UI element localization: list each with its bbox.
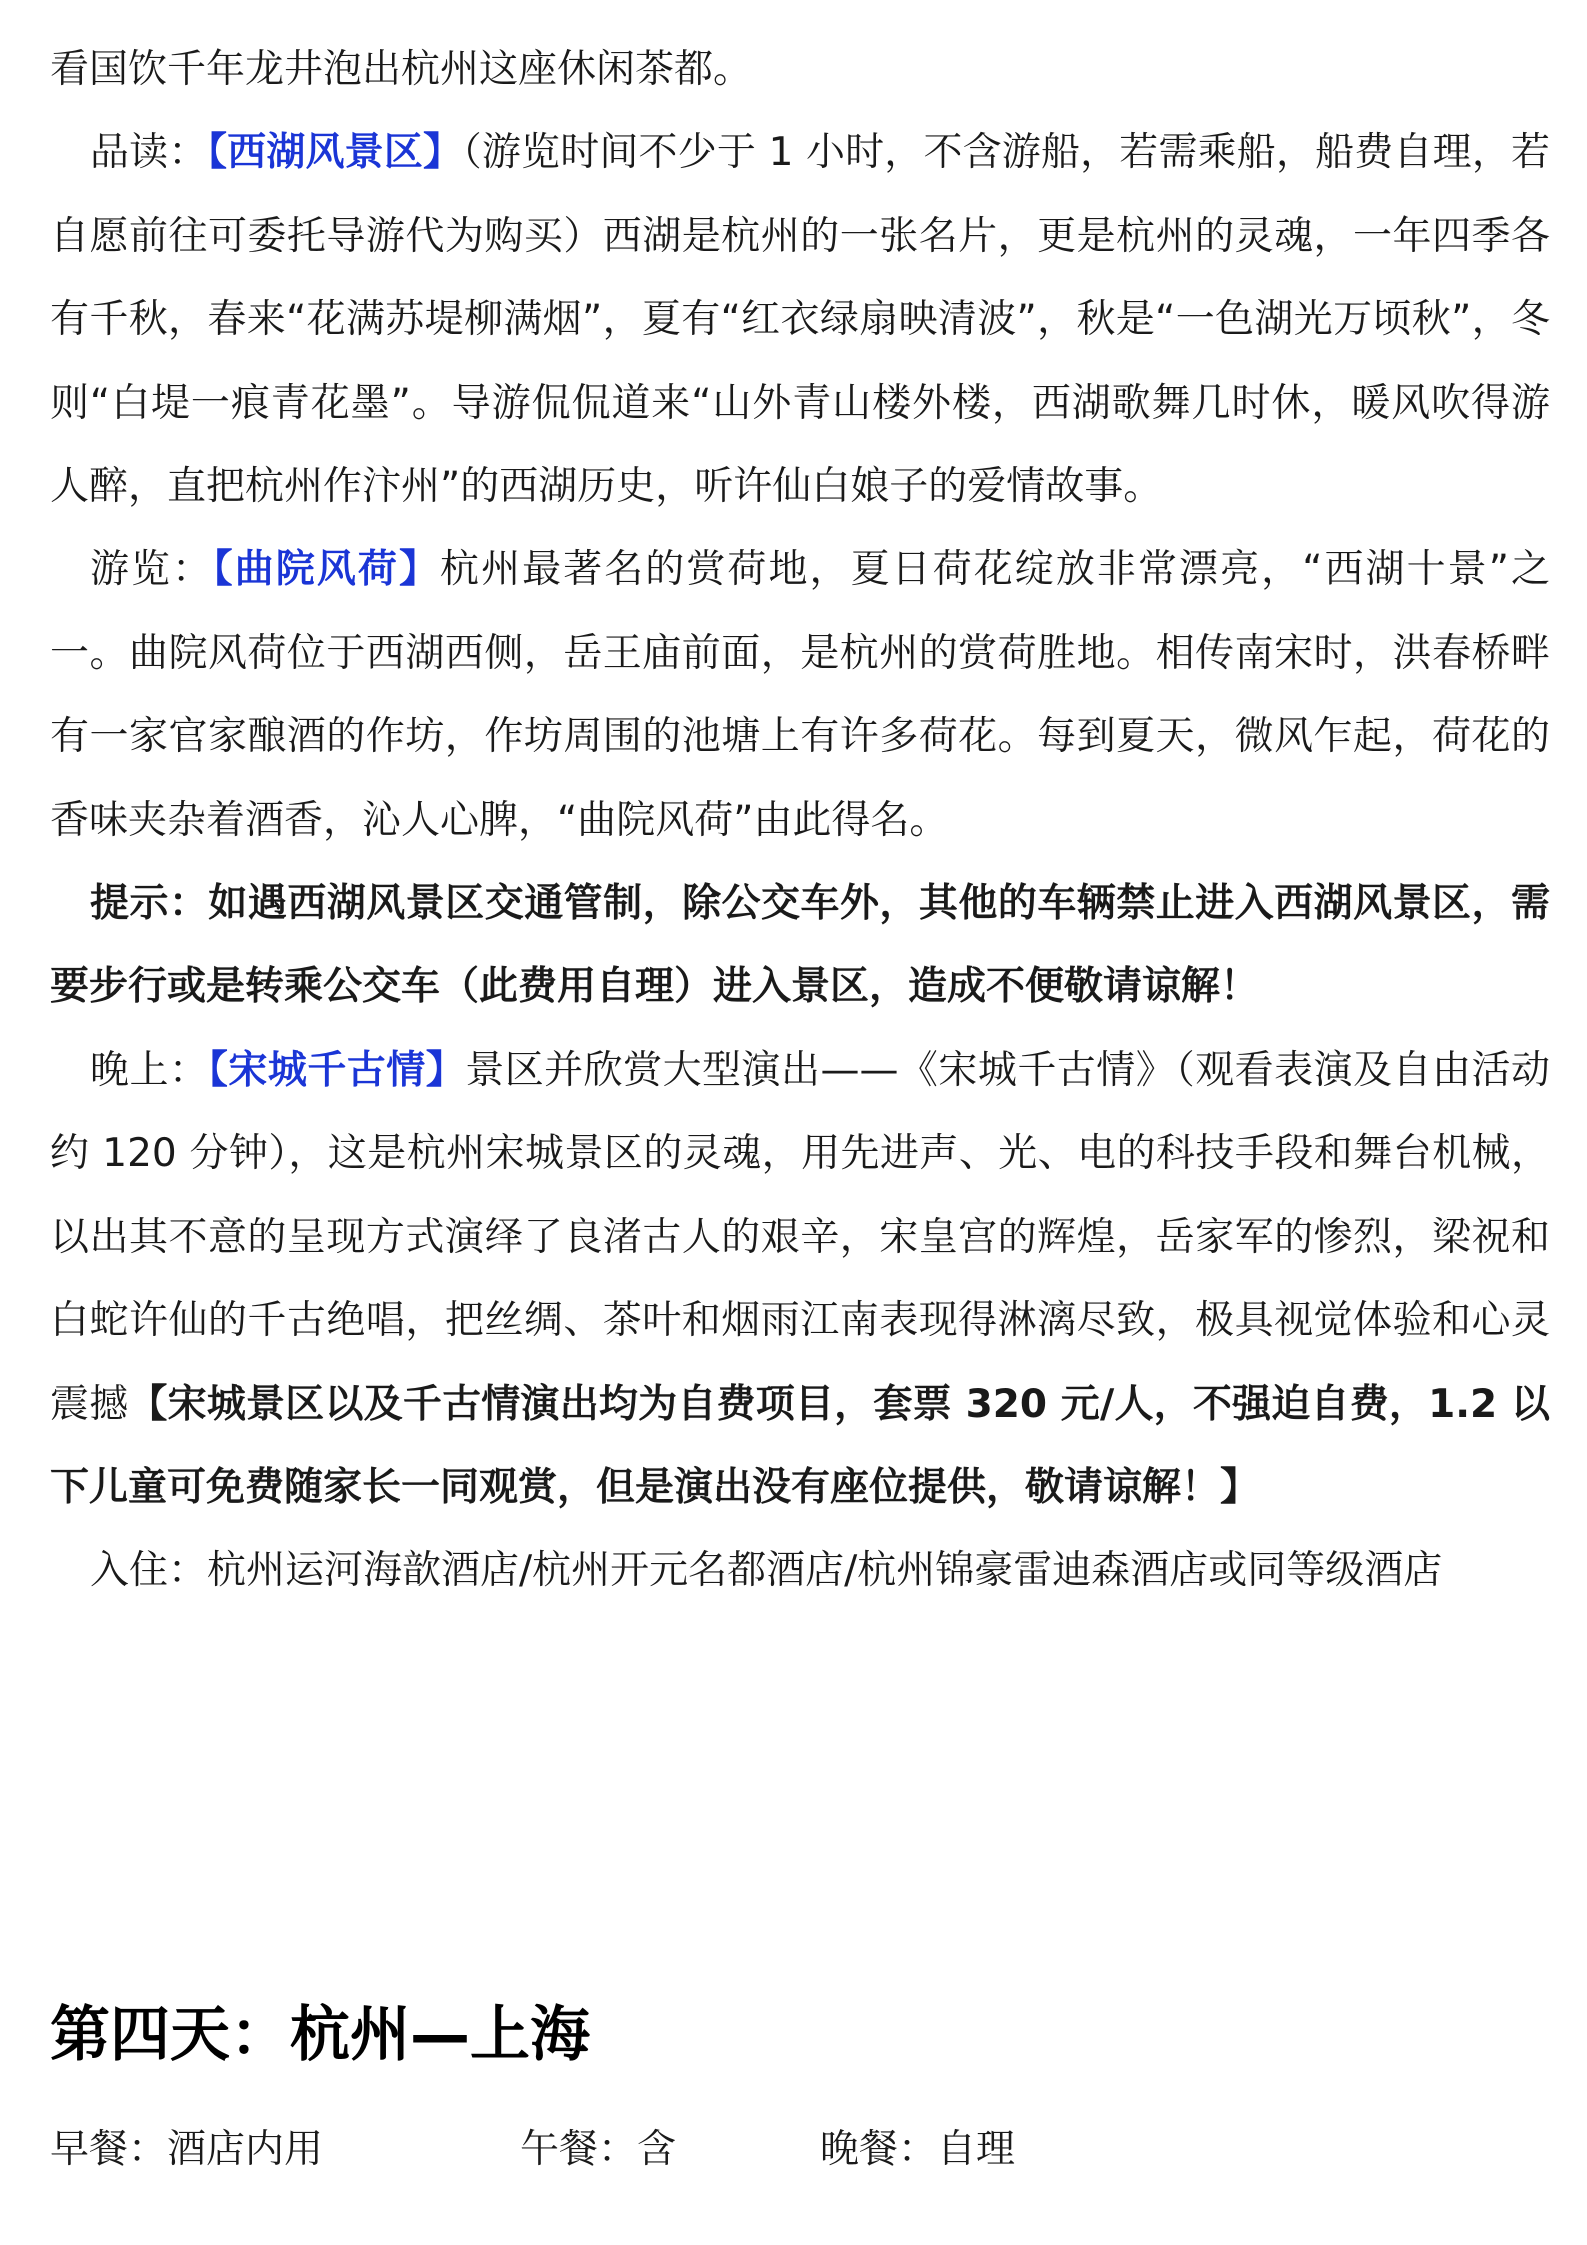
songcheng-fee-note: 【宋城景区以及千古情演出均为自费项目，套票 320 元/人，不强迫自费，1.2 以下儿童可免费随家长一同观赏，但是演出没有座位提供，敬请谅解！】	[50, 1381, 1550, 1510]
lotus-highlight: 【曲院风荷】	[213, 547, 441, 593]
intro-text: 看国饮千年龙井泡出杭州这座休闲茶都。	[50, 47, 753, 92]
lotus-text: 杭州最著名的赏荷地，夏日荷花绽放非常漂亮，“西湖十景”之一。曲院风荷位于西湖西侧，岳王庙前面，是杭州的赏荷胜地。相传南宋时，洪春桥畔有一家官家酿酒的作坊，作坊周围的池塘上有许多荷花。每到夏天，微风乍起，荷花的香味夹杂着酒香，沁人心脾，“曲院风荷”由此得名。	[50, 547, 1550, 843]
lunch-info: 午餐：含	[520, 2127, 677, 2172]
west-lake-paragraph	[50, 111, 1550, 528]
hotel-paragraph	[50, 1529, 1550, 1612]
west-lake-prefix: 品读：	[90, 130, 208, 176]
west-lake-text: （游览时间不少于 1 小时，不含游船，若需乘船，船费自理，若自愿前往可委托导游代为购买）西湖是杭州的一张名片，更是杭州的灵魂，一年四季各有千秋，春来“花满苏堤柳满烟”，夏有“红衣绿扇映清波”，秋是“一色湖光万顷秋”，冬则“白堤一痕青花墨”。导游侃侃道来“山外青山楼外楼，西湖歌舞几时休，暖风吹得游人醉，直把杭州作汴州”的西湖历史，听许仙白娘子的爱情故事。	[50, 130, 1550, 510]
lotus-prefix: 游览：	[90, 547, 214, 593]
lotus-paragraph	[50, 528, 1550, 862]
songcheng-prefix: 晚上：	[90, 1047, 209, 1093]
intro-paragraph	[50, 28, 1550, 111]
songcheng-text: 景区并欣赏大型演出——《宋城千古情》（观看表演及自由活动约 120 分钟），这是杭州宋城景区的灵魂，用先进声、光、电的科技手段和舞台机械，以出其不意的呈现方式演绎了良渚古人的艰辛，宋皇宫的辉煌，岳家军的惨烈，梁祝和白蛇许仙的千古绝唱，把丝绸、茶叶和烟雨江南表现得淋漓尽致，极具视觉体验和心灵震撼	[50, 1047, 1550, 1427]
itinerary-body	[50, 28, 1550, 1613]
day4-heading: 第四天：杭州—上海	[50, 2000, 590, 2070]
breakfast-info: 早餐：酒店内用	[50, 2127, 324, 2172]
songcheng-paragraph	[50, 1029, 1550, 1529]
west-lake-highlight: 【西湖风景区】	[207, 130, 463, 176]
dinner-info: 晚餐：自理	[820, 2127, 1016, 2172]
hotel-text: 入住：杭州运河海歆酒店/杭州开元名都酒店/杭州锦豪雷迪森酒店或同等级酒店	[90, 1548, 1443, 1594]
notice-text: 提示：如遇西湖风景区交通管制，除公交车外，其他的车辆禁止进入西湖风景区，需要步行或是转乘公交车（此费用自理）进入景区，造成不便敬请谅解！	[50, 881, 1550, 1010]
songcheng-highlight: 【宋城千古情】	[208, 1047, 466, 1093]
notice-paragraph	[50, 862, 1550, 1029]
